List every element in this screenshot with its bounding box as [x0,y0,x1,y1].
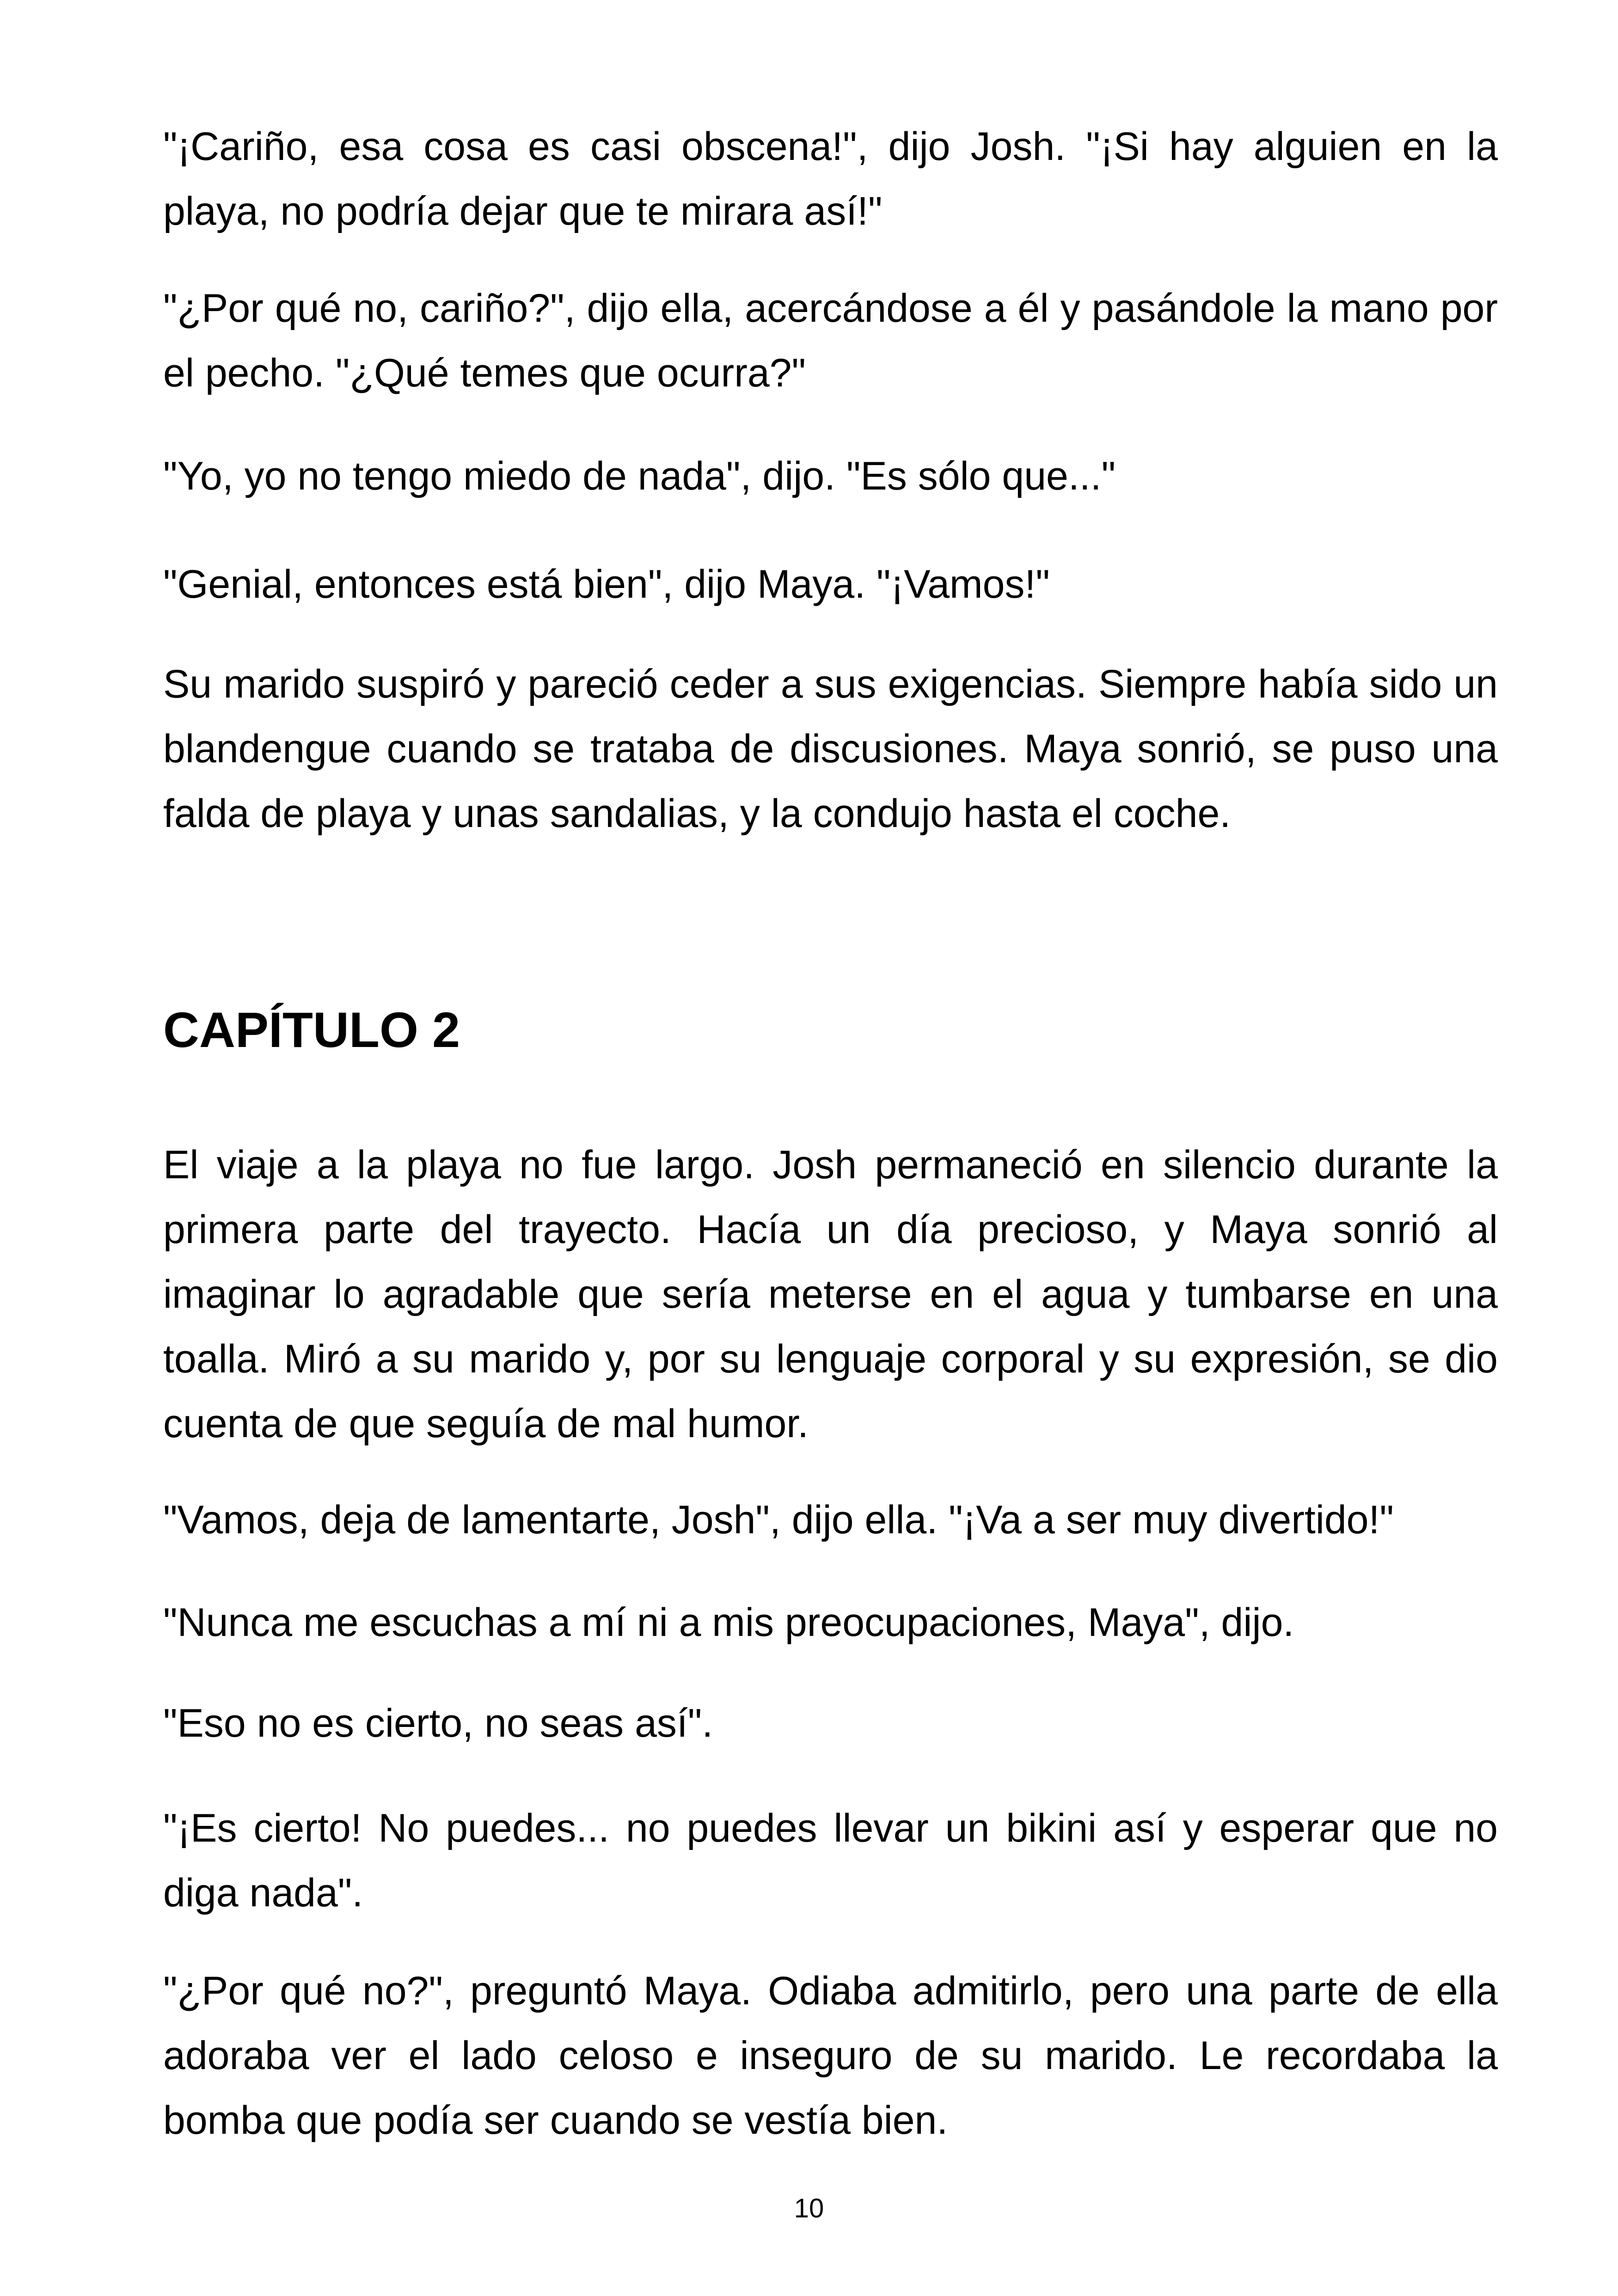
paragraph-yo-no-tengo-miedo: "Yo, yo no tengo miedo de nada", dijo. "Es sólo que..." [163,454,1116,498]
paragraph-viaje-playa: El viaje a la playa no fue largo. Josh permaneció en silencio durante la primera parte del trayecto. Hacía un día precioso, y Maya sonrió al imaginar lo agradable que sería meterse en el agua y tumbarse en una toalla. Miró a su marido y, por su lenguaje corporal y su expresión, se dio cuenta de que seguía de mal humor. [163,1143,1498,1446]
paragraph-eso-no-es-cierto: "Eso no es cierto, no seas así". [163,1701,713,1745]
chapter-heading: CAPÍTULO 2 [163,1002,460,1058]
paragraph-es-cierto-bikini: "¡Es cierto! No puedes... no puedes llevar un bikini así y esperar que no diga nada". [163,1806,1498,1915]
paragraph-por-que-no-carino: "¿Por qué no, cariño?", dijo ella, acercándose a él y pasándole la mano por el pecho. "¿Qué temes que ocurra?" [163,286,1498,395]
page-number: 10 [794,2193,824,2223]
paragraph-marido-suspiro: Su marido suspiró y pareció ceder a sus exigencias. Siempre había sido un blandengue cuando se trataba de discusiones. Maya sonrió, se puso una falda de playa y unas sandalias, y la condujo hasta el coche. [163,662,1498,836]
paragraph-por-que-no-pregunto: "¿Por qué no?", preguntó Maya. Odiaba admitirlo, pero una parte de ella adoraba ver el lado celoso e inseguro de su marido. Le recordaba la bomba que podía ser cuando se vestía bien. [163,1969,1498,2143]
paragraph-nunca-me-escuchas: "Nunca me escuchas a mí ni a mis preocupaciones, Maya", dijo. [163,1600,1294,1645]
paragraph-carino-obscena: "¡Cariño, esa cosa es casi obscena!", dijo Josh. "¡Si hay alguien en la playa, no podría dejar que te mirara así!" [163,124,1498,233]
paragraph-genial-vamos: "Genial, entonces está bien", dijo Maya. "¡Vamos!" [163,562,1050,606]
paragraph-deja-de-lamentarte: "Vamos, deja de lamentarte, Josh", dijo ella. "¡Va a ser muy divertido!" [163,1498,1394,1542]
